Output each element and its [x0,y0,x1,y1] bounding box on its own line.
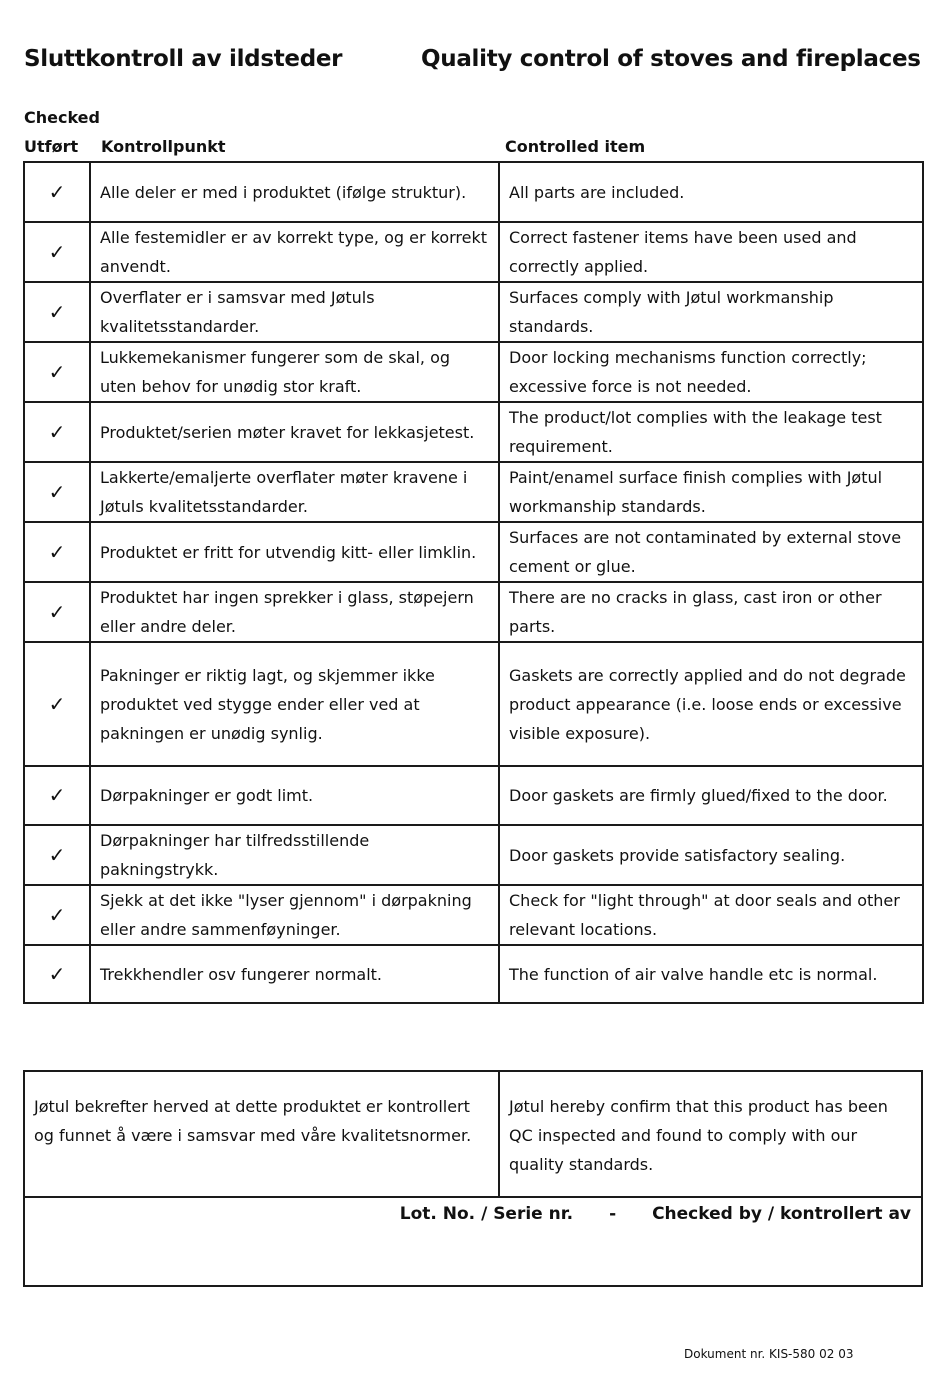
control-point-english: The function of air valve handle etc is normal. [499,945,923,1003]
check-mark-icon: ✓ [24,402,90,462]
check-mark-icon: ✓ [24,885,90,945]
check-mark-icon: ✓ [24,342,90,402]
table-row [24,522,923,582]
control-point-english: Door gaskets are firmly glued/fixed to the door. [499,766,923,825]
signature-field [24,1197,922,1286]
page-title-norwegian: Sluttkontroll av ildsteder [24,46,343,72]
control-point-english: Correct fastener items have been used and correctly applied. [499,222,923,282]
control-point-english: Door locking mechanisms function correctly; excessive force is not needed. [499,342,923,402]
check-mark-icon: ✓ [24,522,90,582]
check-mark-icon: ✓ [24,462,90,522]
column-header-kontrollpunkt: Kontrollpunkt [101,137,226,156]
control-point-norwegian: Lakkerte/emaljerte overflater møter kravene i Jøtuls kvalitetsstandarder. [90,462,499,522]
signature-separator: - [609,1204,617,1224]
control-point-norwegian: Produktet/serien møter kravet for lekkasjetest. [90,402,499,462]
document-number: Dokument nr. KIS-580 02 03 [684,1347,854,1361]
confirmation-table [23,1070,923,1287]
control-point-english: Check for "light through" at door seals and other relevant locations. [499,885,923,945]
lot-number-label: Lot. No. / Serie nr. [399,1204,574,1224]
column-header-controlled-item: Controlled item [505,137,646,156]
control-point-norwegian: Dørpakninger har tilfredsstillende pakningstrykk. [90,825,499,885]
control-point-norwegian: Produktet er fritt for utvendig kitt- eller limklin. [90,522,499,582]
control-point-norwegian: Produktet har ingen sprekker i glass, støpejern eller andre deler. [90,582,499,642]
control-point-english: Door gaskets provide satisfactory sealing. [499,825,923,885]
table-row [24,342,923,402]
table-row [24,162,923,222]
confirmation-text-english: Jøtul hereby confirm that this product has been QC inspected and found to comply with our quality standards. [499,1071,922,1197]
signature-row [24,1197,922,1286]
control-point-norwegian: Alle deler er med i produktet (ifølge struktur). [90,162,499,222]
table-row [24,945,923,1003]
check-mark-icon: ✓ [24,945,90,1003]
check-mark-icon: ✓ [24,282,90,342]
control-point-english: Surfaces are not contaminated by external stove cement or glue. [499,522,923,582]
column-header-checked: Checked [24,108,100,127]
check-mark-icon: ✓ [24,642,90,766]
table-row [24,766,923,825]
control-point-norwegian: Dørpakninger er godt limt. [90,766,499,825]
check-mark-icon: ✓ [24,222,90,282]
control-point-norwegian: Lukkemekanismer fungerer som de skal, og uten behov for unødig stor kraft. [90,342,499,402]
control-point-english: The product/lot complies with the leakage test requirement. [499,402,923,462]
table-row [24,282,923,342]
control-point-norwegian: Alle festemidler er av korrekt type, og er korrekt anvendt. [90,222,499,282]
control-point-norwegian: Pakninger er riktig lagt, og skjemmer ikke produktet ved stygge ender eller ved at pakningen er unødig synlig. [90,642,499,766]
check-mark-icon: ✓ [24,582,90,642]
checked-by-label: Checked by / kontrollert av [652,1204,911,1224]
table-row [24,462,923,522]
control-point-english: Paint/enamel surface finish complies with Jøtul workmanship standards. [499,462,923,522]
control-point-english: There are no cracks in glass, cast iron or other parts. [499,582,923,642]
check-mark-icon: ✓ [24,162,90,222]
control-point-norwegian: Trekkhendler osv fungerer normalt. [90,945,499,1003]
table-row [24,582,923,642]
confirmation-row [24,1071,922,1197]
check-mark-icon: ✓ [24,766,90,825]
quality-control-table [23,161,924,1004]
control-point-norwegian: Overflater er i samsvar med Jøtuls kvalitetsstandarder. [90,282,499,342]
control-point-norwegian: Sjekk at det ikke "lyser gjennom" i dørpakning eller andre sammenføyninger. [90,885,499,945]
control-point-english: Surfaces comply with Jøtul workmanship standards. [499,282,923,342]
table-row [24,222,923,282]
check-mark-icon: ✓ [24,825,90,885]
table-row [24,885,923,945]
control-point-english: All parts are included. [499,162,923,222]
table-row [24,825,923,885]
control-point-english: Gaskets are correctly applied and do not degrade product appearance (i.e. loose ends or excessive visible exposure). [499,642,923,766]
confirmation-text-norwegian: Jøtul bekrefter herved at dette produktet er kontrollert og funnet å være i samsvar med våre kvalitetsnormer. [24,1071,499,1197]
table-row [24,402,923,462]
column-header-utfort: Utført [24,137,79,156]
table-row [24,642,923,766]
page-title-english: Quality control of stoves and fireplaces [421,46,921,72]
